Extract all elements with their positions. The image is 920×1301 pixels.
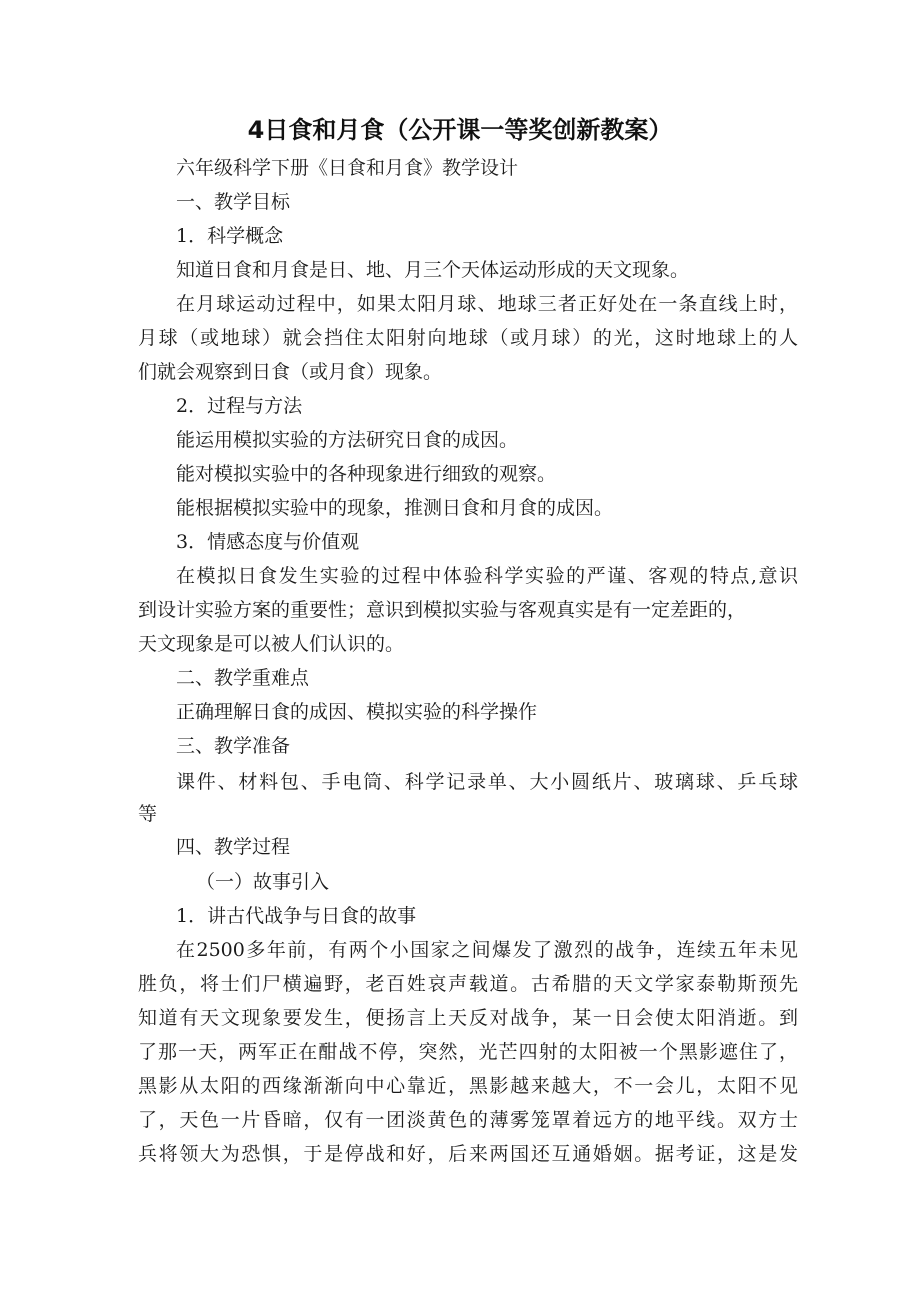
paragraph-line: 知道有天文现象要发生，便扬言上天反对战争，某一日会使太阳消逝。到 — [138, 1007, 798, 1029]
section-heading: 三、教学准备 — [176, 735, 291, 757]
paragraph-line: 能根据模拟实验中的现象，推测日食和月食的成因。 — [176, 497, 614, 519]
paragraph-line: 在模拟日食发生实验的过程中体验科学实验的严谨、客观的特点,意识 — [176, 565, 798, 587]
paragraph-line: 了那一天，两军正在酣战不停，突然，光芒四射的太阳被一个黑影遮住了， — [138, 1041, 798, 1063]
subsection-heading: （一）故事引入 — [196, 871, 330, 893]
subsection-heading: 3．情感态度与价值观 — [176, 531, 360, 553]
subsection-heading: 1．科学概念 — [176, 225, 284, 247]
paragraph-line: 正确理解日食的成因、模拟实验的科学操作 — [176, 701, 538, 723]
paragraph-line: 能运用模拟实验的方法研究日食的成因。 — [176, 429, 519, 451]
subtitle-line: 六年级科学下册《日食和月食》教学设计 — [176, 157, 519, 179]
paragraph-line: 胜负，将士们尸横遍野，老百姓哀声载道。古希腊的天文学家泰勒斯预先 — [138, 973, 798, 995]
paragraph-line: 兵将领大为恐惧，于是停战和好，后来两国还互通婚姻。据考证，这是发 — [138, 1143, 798, 1165]
paragraph-line: 课件、材料包、手电筒、科学记录单、大小圆纸片、玻璃球、乒乓球 — [176, 771, 798, 793]
paragraph-line: 在2500多年前，有两个小国家之间爆发了激烈的战争，连续五年未见 — [176, 939, 798, 961]
paragraph-line: 在月球运动过程中，如果太阳月球、地球三者正好处在一条直线上时， — [176, 293, 798, 315]
section-heading: 四、教学过程 — [176, 836, 291, 858]
paragraph-line: 月球（或地球）就会挡住太阳射向地球（或月球）的光，这时地球上的人 — [138, 327, 798, 349]
section-heading: 二、教学重难点 — [176, 667, 310, 689]
paragraph-line: 知道日食和月食是日、地、月三个天体运动形成的天文现象。 — [176, 259, 690, 281]
paragraph-line: 了，天色一片昏暗，仅有一团淡黄色的薄雾笼罩着远方的地平线。双方士 — [138, 1109, 798, 1131]
paragraph-line: 们就会观察到日食（或月食）现象。 — [138, 361, 443, 383]
paragraph-line: 黑影从太阳的西缘渐渐向中心靠近，黑影越来越大，不一会儿，太阳不见 — [138, 1075, 798, 1097]
subsection-heading: 1．讲古代战争与日食的故事 — [176, 905, 417, 927]
subsection-heading: 2．过程与方法 — [176, 395, 303, 417]
paragraph-line: 天文现象是可以被人们认识的。 — [138, 633, 405, 655]
paragraph-line: 等 — [138, 803, 158, 825]
paragraph-line: 能对模拟实验中的各种现象进行细致的观察。 — [176, 463, 557, 485]
section-heading: 一、教学目标 — [176, 191, 291, 213]
document-title: 4日食和月食（公开课一等奖创新教案） — [247, 116, 673, 144]
paragraph-line: 到设计实验方案的重要性；意识到模拟实验与客观真实是有一定差距的， — [138, 599, 747, 621]
